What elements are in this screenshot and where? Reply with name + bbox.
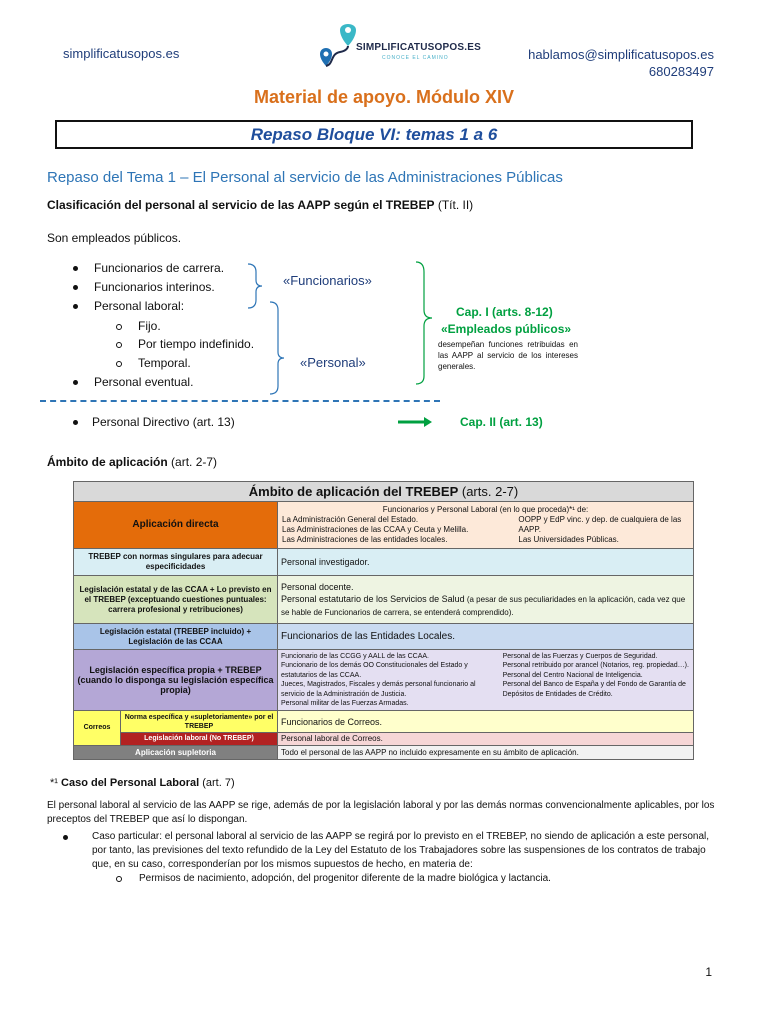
bullet-icon [73, 304, 78, 309]
list-item [73, 375, 193, 389]
list-item: Personal retribuido por arancel (Notarios, reg. propiedad…). [502, 662, 689, 669]
table-row [74, 549, 694, 576]
personal-brace [270, 302, 284, 394]
empleados-description: desempeñan funciones retribuidas en las AAPP al servicio de los intereses generales. [438, 340, 578, 371]
note-bold: Caso del Personal Laboral [61, 777, 200, 789]
r1-left [282, 515, 512, 545]
ambito-bold: Ámbito de aplicación [47, 455, 168, 469]
correos-label: Correos [74, 711, 121, 746]
table-row [74, 482, 694, 502]
classification-bold: Clasificación del personal al servicio de las AAPP según el TREBEP [47, 198, 435, 212]
item-eventual: Personal eventual. [94, 375, 194, 389]
logo [312, 24, 482, 70]
item-temporal: Temporal. [138, 356, 191, 370]
row-docente-label: Legislación estatal y de las CCAA + Lo previsto en el TREBEP (exceptuando cuestiones puntuales: carrera profesional y retribuciones) [74, 576, 278, 624]
logo-name: SIMPLIFICATUSOPOS.ES [356, 42, 481, 53]
r3-line2-main: Personal estatutario de los Servicios de Salud [281, 593, 465, 604]
list-item: Personal del Centro Nacional de Inteligencia. [502, 671, 643, 679]
row-correos-func-content: Funcionarios de Correos. [278, 711, 694, 733]
funcionarios-brace [248, 264, 262, 308]
map-pin-icon [312, 24, 362, 70]
row-correos-func-label: Norma específica y «supletoriamente» por el TREBEP [121, 711, 278, 733]
logo-tagline: CONOCE EL CAMINO [382, 55, 449, 61]
personal-label: «Personal» [300, 355, 366, 370]
list-item: Personal del Banco de España y del Fondo de Garantía de Depósitos de Entidades de Crédito. [502, 681, 686, 698]
ambito-table [73, 481, 694, 760]
list-item [116, 319, 161, 333]
list-item: Personal militar de las Fuerzas Armadas. [281, 700, 409, 707]
header-site-link[interactable]: simplificatusopos.es [63, 46, 180, 61]
list-item [116, 337, 254, 351]
sub-bullet-icon [116, 342, 122, 348]
page-number: 1 [705, 965, 712, 979]
bullet-icon [73, 380, 78, 385]
table-row [74, 624, 694, 650]
table-row [74, 502, 694, 549]
r1-head: Funcionarios y Personal Laboral (en lo que proceda)*¹ de: [382, 505, 589, 514]
item-directivo: Personal Directivo (art. 13) [92, 415, 235, 429]
list-item: Funcionario de las CCGG y AALL de las CCAA. [281, 652, 429, 660]
empleados-label: «Empleados públicos» [441, 322, 572, 336]
row-supletoria-label: Aplicación supletoria [74, 746, 278, 760]
list-item: Funcionario de los demás OO Constitucionales del Estado y estatutarios de las CCAA. [281, 662, 468, 679]
table-row [74, 746, 694, 760]
funcionarios-label: «Funcionarios» [283, 273, 372, 288]
header-email[interactable]: hablamos@simplificatusopos.es [528, 47, 714, 62]
table-title [74, 482, 694, 502]
list-item: OOPP y EdP vinc. y dep. de cualquiera de las AAPP. [518, 515, 682, 534]
item-carrera: Funcionarios de carrera. [94, 261, 225, 275]
sub-bullet-icon [116, 876, 122, 882]
table-row [74, 711, 694, 733]
list-item [116, 356, 191, 370]
table-row [74, 733, 694, 746]
item-indefinido: Por tiempo indefinido. [138, 337, 255, 351]
item-laboral: Personal laboral: [94, 299, 185, 313]
section-title: Repaso del Tema 1 – El Personal al servicio de las Administraciones Públicas [47, 169, 563, 186]
note-heading [50, 777, 235, 789]
r5-right [503, 652, 690, 709]
ambito-heading [47, 455, 217, 469]
row-investigador-label: TREBEP con normas singulares para adecuar especificidades [74, 549, 278, 576]
row-correos-laboral-label: Legislación laboral (No TREBEP) [121, 733, 278, 746]
list-item: Las Universidades Públicas. [518, 535, 619, 544]
r5-left [281, 652, 497, 709]
bullet-icon [73, 285, 78, 290]
page-subtitle: Repaso Bloque VI: temas 1 a 6 [55, 120, 693, 149]
row-locales-content: Funcionarios de las Entidades Locales. [278, 624, 694, 650]
row-docente-content [278, 576, 694, 624]
page-title: Material de apoyo. Módulo XIV [253, 87, 515, 107]
bullet-icon [63, 835, 68, 840]
classification-heading [47, 198, 473, 212]
list-item [73, 299, 184, 313]
classification-ref: (Tít. II) [434, 198, 474, 212]
body-paragraph-3 [116, 872, 716, 886]
r5-columns [281, 652, 690, 709]
empleados-brace [416, 262, 432, 384]
r1-columns [282, 515, 689, 545]
r3-line2-note: (a pesar de sus peculiaridades en la aplicación, cada vez que se hable de Funcionarios de carrera, se entenderá comprendido). [281, 594, 686, 617]
note-ref: (art. 7) [199, 777, 235, 789]
list-item [73, 261, 224, 275]
list-item: La Administración General del Estado. [282, 515, 419, 524]
list-item: Las Administraciones de las CCAA y Ceuta y Melilla. [282, 525, 469, 534]
intro-text: Son empleados públicos. [47, 231, 182, 245]
body-paragraph-2-text: Caso particular: el personal laboral al servicio de las AAPP se regirá por lo previsto en el TREBEP, no siendo de aplicación a este personal, por tanto, las previsiones del texto refundido de la Ley del Estatuto de los Trabajadores sobre las suspensiones de los contratos de trabajo que, en su caso, corresponderían por los mismos supuestos de hecho, en materia de: [92, 831, 710, 870]
body-paragraph-2 [63, 830, 723, 872]
item-fijo: Fijo. [138, 319, 161, 333]
cap2-label: Cap. II (art. 13) [460, 415, 543, 429]
arrow-right-icon [424, 417, 432, 427]
ambito-ref: (art. 2-7) [167, 455, 218, 469]
header-phone: 680283497 [648, 64, 714, 79]
r3-line2 [281, 593, 690, 619]
r3-line1: Personal docente. [281, 581, 354, 592]
sub-bullet-icon [116, 361, 122, 367]
table-row [74, 576, 694, 624]
body-paragraph-3-text: Permisos de nacimiento, adopción, del progenitor diferente de la madre biológica y lactancia. [139, 873, 551, 884]
row-supletoria-content: Todo el personal de las AAPP no incluido expresamente en su ámbito de aplicación. [278, 746, 694, 760]
row-locales-label: Legislación estatal (TREBEP incluido) + Legislación de las CCAA [74, 624, 278, 650]
sub-bullet-icon [116, 324, 122, 330]
row-aplicacion-directa-label: Aplicación directa [74, 502, 278, 549]
row-correos-laboral-content: Personal laboral de Correos. [278, 733, 694, 746]
table-title-main: Ámbito de aplicación del TREBEP [248, 483, 459, 499]
list-item: Jueces, Magistrados, Fiscales y demás personal funcionario al servicio de la Administración de Justicia. [281, 681, 476, 698]
table-title-ref: (arts. 2-7) [458, 483, 519, 499]
body-paragraph-1: El personal laboral al servicio de las AAPP se rige, además de por la legislación laboral y por las demás normas convencionalmente aplicables, por los preceptos del TREBEP que así lo dispongan. [47, 800, 715, 825]
table-row [74, 650, 694, 711]
bullet-icon [73, 420, 78, 425]
row-aplicacion-directa-content [278, 502, 694, 549]
row-especifica-label: Legislación específica propia + TREBEP (cuando lo disponga su legislación específica propia) [74, 650, 278, 711]
row-especifica-content [278, 650, 694, 711]
note-star: *¹ [50, 777, 58, 789]
list-item: Personal de las Fuerzas y Cuerpos de Seguridad. [502, 652, 658, 660]
list-item [73, 280, 215, 294]
list-item: Las Administraciones de las entidades locales. [282, 535, 448, 544]
cap1-label: Cap. I (arts. 8-12) [456, 305, 553, 319]
r1-right [518, 515, 689, 545]
bullet-icon [73, 266, 78, 271]
header-contact [528, 46, 714, 80]
item-interinos: Funcionarios interinos. [94, 280, 215, 294]
list-item [73, 415, 235, 429]
row-investigador-content: Personal investigador. [278, 549, 694, 576]
